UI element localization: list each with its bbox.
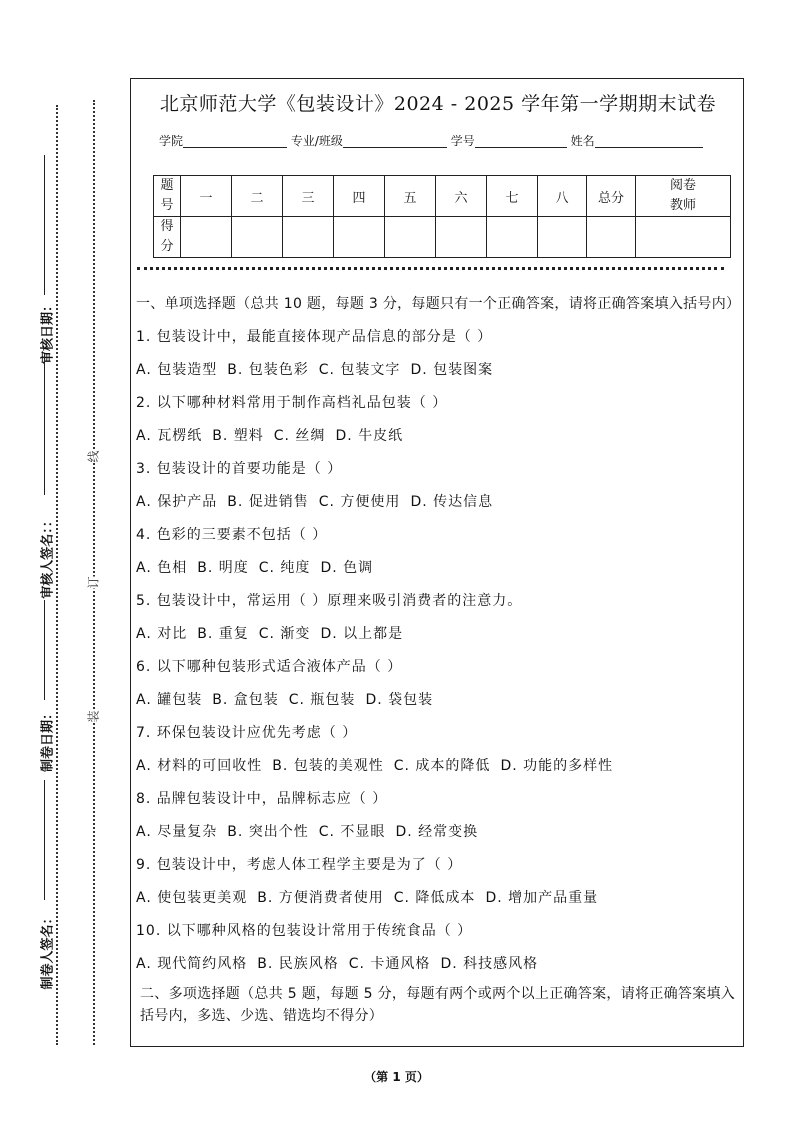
question-options [136, 420, 740, 453]
major-field[interactable] [343, 135, 447, 148]
student-id-label: 学号 [450, 134, 475, 148]
score-cell[interactable] [587, 217, 636, 258]
exam-title: 北京师范大学《包装设计》2024 - 2025 学年第一学期期末试卷 [159, 93, 717, 115]
name-label: 姓名 [570, 134, 595, 148]
signature-line-audit-date [44, 155, 45, 295]
option: A. 材料的可回收性 [136, 758, 263, 774]
option: D. 以上都是 [320, 626, 404, 642]
question-text: 7. 环保包装设计应优先考虑（ ） [136, 725, 358, 741]
option: B. 方便消费者使用 [257, 890, 384, 906]
option: A. 包装造型 [136, 362, 218, 378]
option: C. 降低成本 [393, 890, 476, 906]
option: C. 丝绸 [273, 428, 326, 444]
section1-heading: 一、单项选择题（总共 10 题，每题 3 分，每题只有一个正确答案，请将正确答案填入括号内） [136, 296, 741, 312]
option: A. 现代简约风格 [136, 956, 248, 972]
option: C. 包装文字 [318, 362, 401, 378]
option: D. 牛皮纸 [335, 428, 404, 444]
signature-line-preparer [44, 780, 45, 900]
score-table [153, 175, 731, 258]
score-cell[interactable] [283, 217, 334, 258]
option: D. 功能的多样性 [500, 758, 614, 774]
college-label: 学院 [159, 134, 184, 148]
question-text: 5. 包装设计中，常运用（ ）原理来吸引消费者的注意力。 [136, 593, 523, 609]
header-cell: 七 [487, 176, 538, 217]
header-cell: 五 [385, 176, 436, 217]
header-cell: 题号 [154, 176, 181, 217]
option: A. 尽量复杂 [136, 824, 218, 840]
score-cell[interactable] [487, 217, 538, 258]
question-options [136, 684, 740, 717]
question-options [136, 354, 740, 387]
score-table-header-row [154, 176, 731, 217]
exam-frame [130, 78, 744, 1047]
option: D. 增加产品重量 [485, 890, 599, 906]
header-cell: 三 [283, 176, 334, 217]
question-options [136, 750, 740, 783]
option: B. 包装色彩 [227, 362, 309, 378]
score-cell[interactable] [436, 217, 487, 258]
question-text: 8. 品牌包装设计中，品牌标志应（ ） [136, 791, 388, 807]
option: C. 纯度 [258, 560, 311, 576]
option: B. 民族风格 [257, 956, 339, 972]
option: B. 包装的美观性 [272, 758, 384, 774]
option: B. 重复 [197, 626, 249, 642]
header-cell: 六 [436, 176, 487, 217]
question-options [136, 552, 740, 585]
student-info-row [159, 132, 703, 149]
header-cell: 阅卷教师 [636, 176, 731, 217]
prep-date-label: 制卷日期： [40, 707, 56, 773]
exam-content [136, 293, 740, 1027]
option: C. 成本的降低 [393, 758, 491, 774]
score-cell[interactable] [538, 217, 587, 258]
header-cell: 四 [334, 176, 385, 217]
score-cell[interactable] [636, 217, 731, 258]
question-options [136, 948, 740, 981]
section2-heading: 二、多项选择题（总共 5 题，每题 5 分，每题有两个或两个以上正确答案，请将正确答案填入括号内，多选、少选、错选均不得分） [140, 986, 736, 1024]
option: D. 包装图案 [410, 362, 494, 378]
option: B. 突出个性 [227, 824, 309, 840]
question-text: 6. 以下哪种包装形式适合液体产品（ ） [136, 659, 403, 675]
dotted-separator [137, 267, 724, 270]
question-options [136, 486, 740, 519]
option: C. 瓶包装 [288, 692, 356, 708]
question-text: 3. 包装设计的首要功能是（ ） [136, 461, 343, 477]
option: A. 瓦楞纸 [136, 428, 203, 444]
auditor-signature-label: 审核人签名：： [40, 514, 56, 599]
major-label: 专业/班级 [290, 134, 343, 148]
question-options [136, 618, 740, 651]
option: A. 保护产品 [136, 494, 218, 510]
header-cell: 总分 [587, 176, 636, 217]
header-cell: 一 [181, 176, 232, 217]
binding-dotted-line-left [56, 105, 58, 1045]
binding-char-bind: 订 [86, 576, 101, 589]
option: B. 促进销售 [227, 494, 309, 510]
signature-line-prep-date [44, 600, 45, 700]
page-number: （第 1 页） [364, 1070, 429, 1084]
question-text: 4. 色彩的三要素不包括（ ） [136, 527, 328, 543]
option: C. 卡通风格 [348, 956, 431, 972]
binding-dotted-line-right [93, 100, 95, 1045]
option: C. 渐变 [258, 626, 311, 642]
option: B. 盒包装 [212, 692, 279, 708]
option: C. 不显眼 [318, 824, 386, 840]
score-cell[interactable] [385, 217, 436, 258]
question-options [136, 882, 740, 915]
option: A. 使包装更美观 [136, 890, 248, 906]
option: B. 明度 [197, 560, 249, 576]
option: D. 传达信息 [410, 494, 494, 510]
question-text: 10. 以下哪种风格的包装设计常用于传统食品（ ） [136, 923, 473, 939]
header-cell: 八 [538, 176, 587, 217]
option: A. 色相 [136, 560, 188, 576]
header-cell: 二 [232, 176, 283, 217]
option: D. 经常变换 [395, 824, 479, 840]
question-options [136, 816, 740, 849]
preparer-signature-label: 制卷人签名： [40, 911, 56, 990]
question-text: 2. 以下哪种材料常用于制作高档礼品包装（ ） [136, 395, 448, 411]
option: B. 塑料 [212, 428, 264, 444]
name-field[interactable] [595, 135, 703, 148]
question-text: 9. 包装设计中，考虑人体工程学主要是为了（ ） [136, 857, 463, 873]
score-cell[interactable] [232, 217, 283, 258]
score-table-score-row [154, 217, 731, 258]
option: D. 科技感风格 [440, 956, 539, 972]
option: D. 袋包装 [365, 692, 434, 708]
option: C. 方便使用 [318, 494, 401, 510]
question-text: 1. 包装设计中，最能直接体现产品信息的部分是（ ） [136, 329, 493, 345]
option: A. 罐包装 [136, 692, 203, 708]
score-row-label: 得分 [154, 217, 181, 258]
student-id-field[interactable] [475, 135, 567, 148]
audit-date-label: 审核日期： [40, 299, 56, 365]
signature-line-auditor [44, 355, 45, 495]
score-cell[interactable] [334, 217, 385, 258]
score-cell[interactable] [181, 217, 232, 258]
college-field[interactable] [183, 135, 287, 148]
question-list [136, 321, 740, 981]
option: A. 对比 [136, 626, 188, 642]
binding-char-line: 线 [86, 450, 101, 463]
binding-char-pack: 装 [86, 710, 101, 723]
option: D. 色调 [320, 560, 374, 576]
